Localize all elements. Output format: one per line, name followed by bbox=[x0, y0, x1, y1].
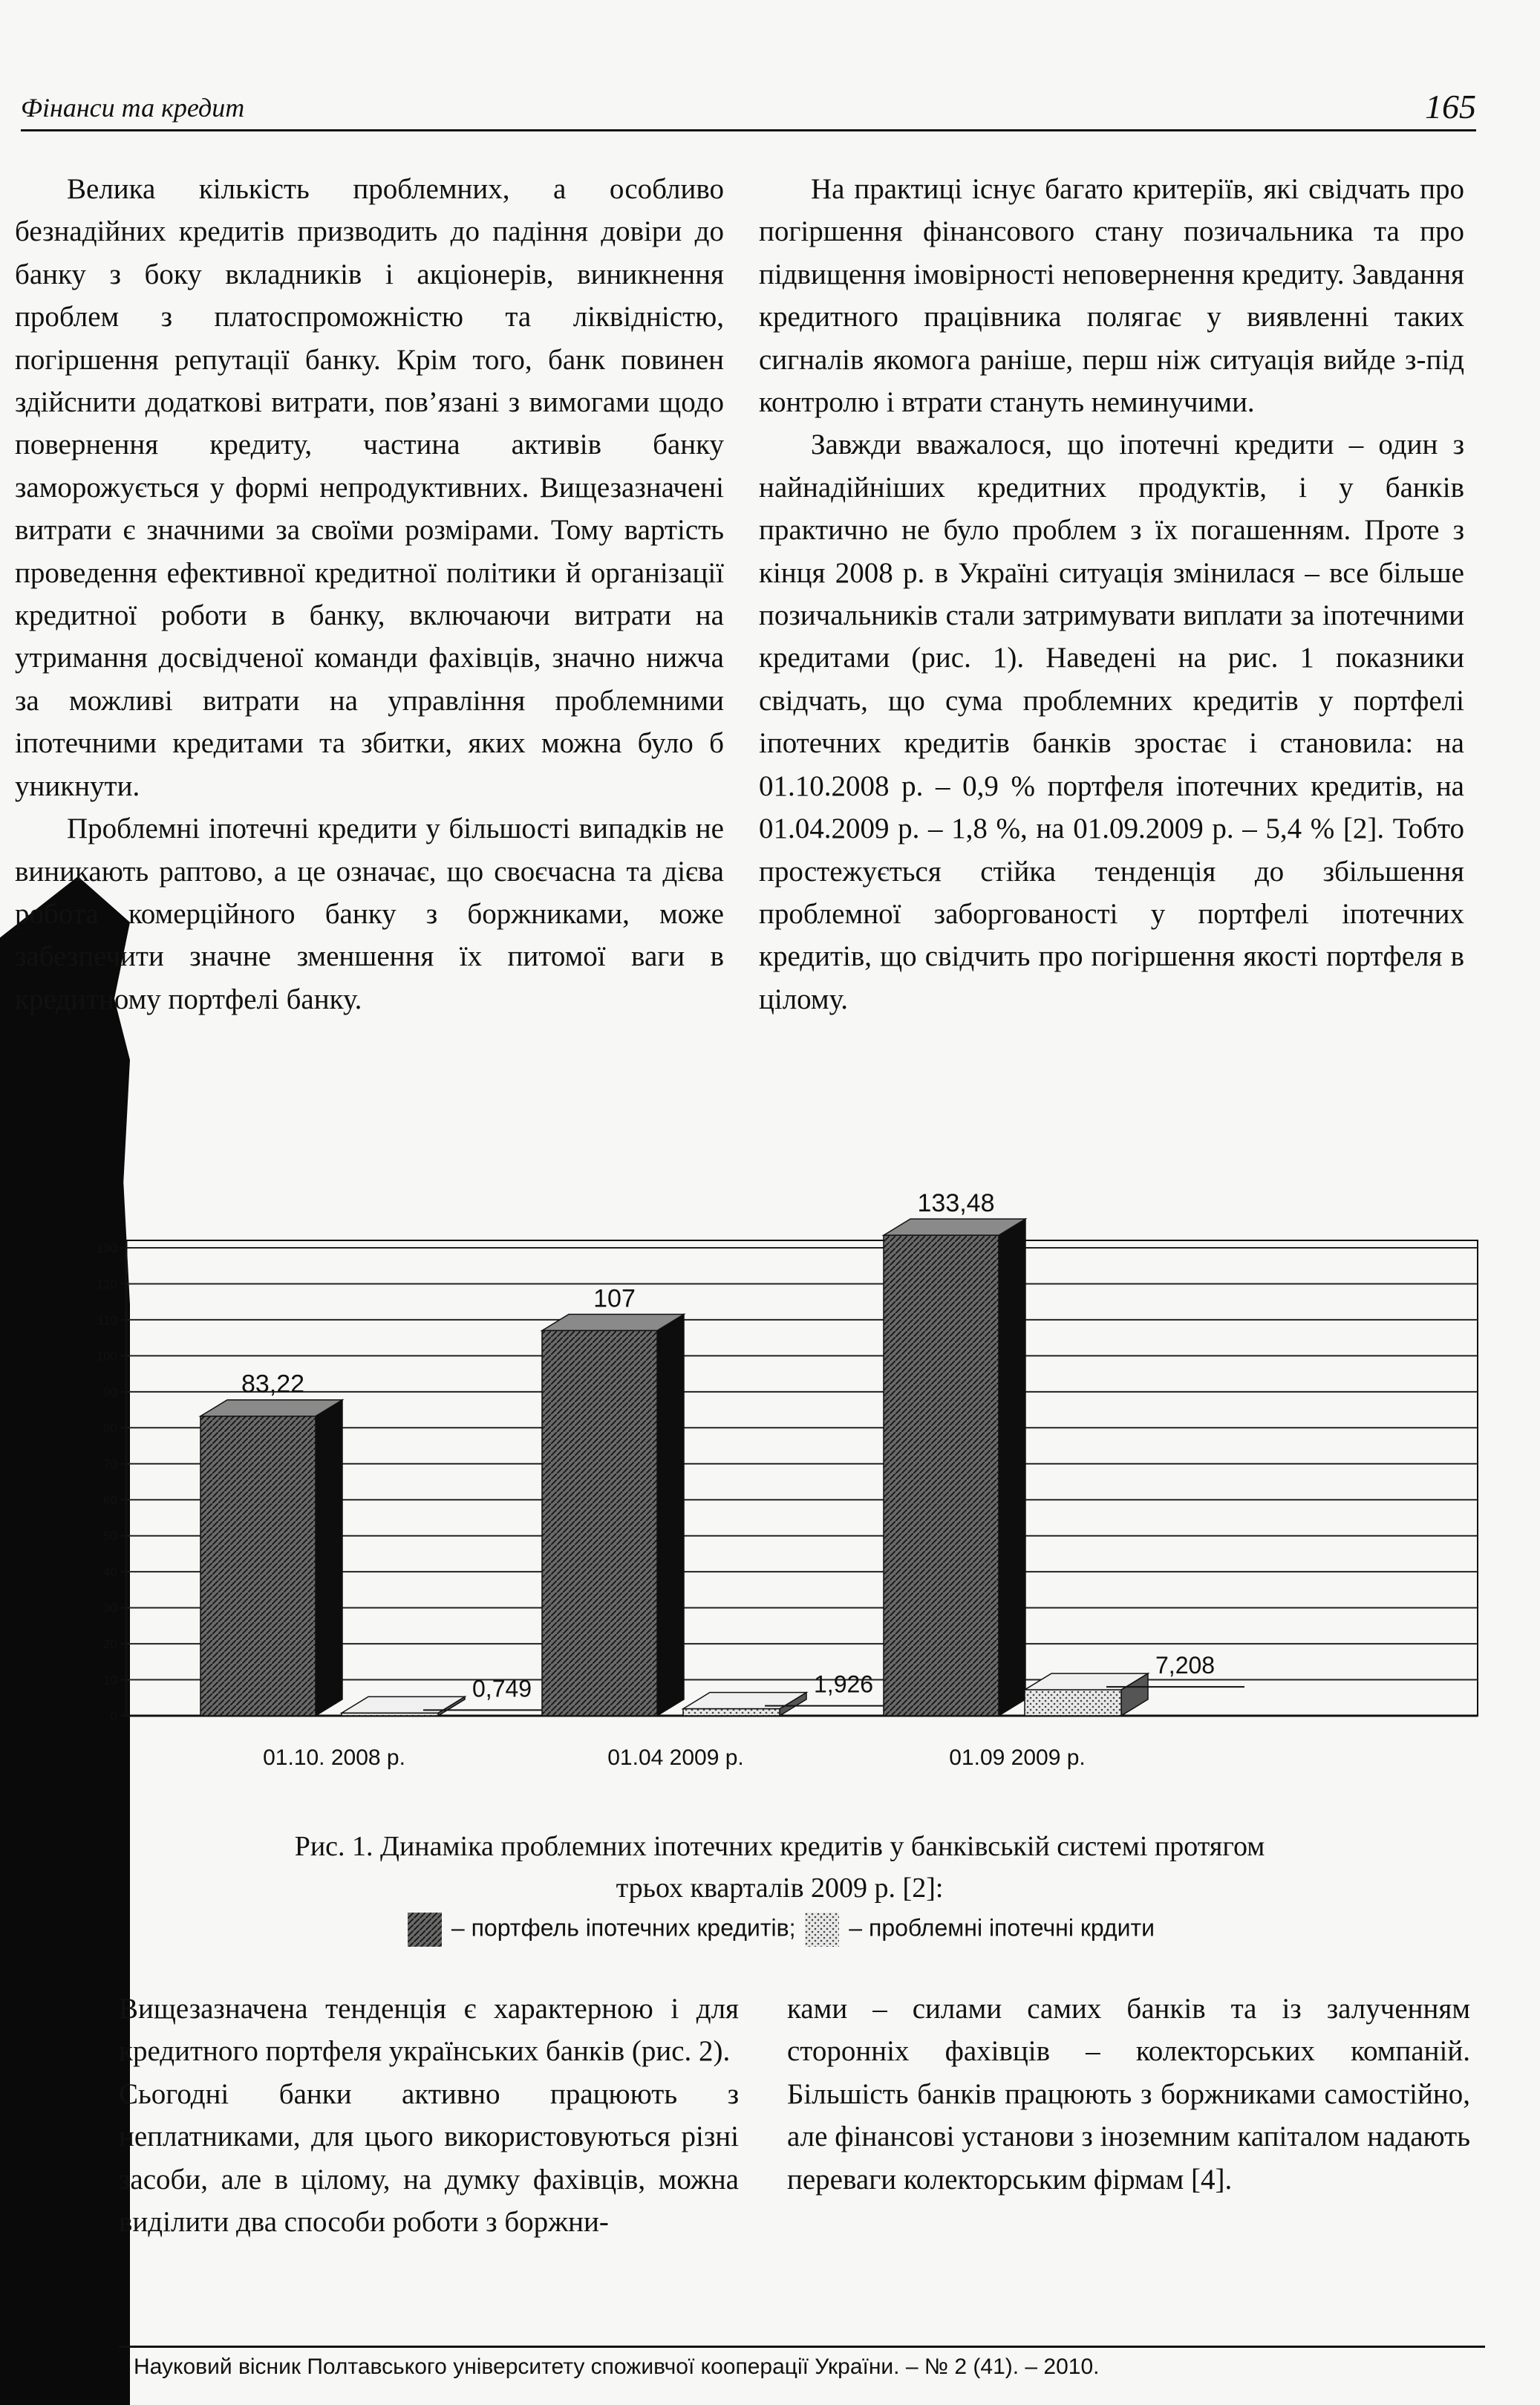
footer-citation: Науковий вісник Полтавського університету споживчої кооперації України. – № 2 (41). – 2010. bbox=[134, 2354, 1100, 2379]
legend-portfolio: – портфель іпотечних кредитів; bbox=[451, 1914, 796, 1942]
paragraph: Проблемні іпотечні кредити у більшості випадків не виникають раптово, а це означає, що своєчасна та дієва робота комерційного банку з боржниками, може забезпечити значне зменшення їх питомої ваги в кредитному портфелі банку. bbox=[15, 813, 724, 1015]
x-tick-label: 01.09 2009 р. bbox=[949, 1745, 1086, 1770]
legend-problem: – проблемні іпотечні крдити bbox=[849, 1914, 1155, 1942]
x-tick-label: 01.10. 2008 р. bbox=[263, 1745, 405, 1770]
data-label: 133,48 bbox=[917, 1189, 995, 1218]
journal-title: Фінанси та кредит bbox=[21, 93, 245, 123]
bar-side-face bbox=[657, 1314, 684, 1716]
left-column-top bbox=[15, 168, 724, 1021]
left-column-bottom bbox=[119, 1988, 739, 2243]
data-label: 0,749 bbox=[472, 1675, 532, 1702]
y-tick-label: 50 bbox=[103, 1529, 117, 1543]
y-tick-label: 70 bbox=[103, 1457, 117, 1471]
y-tick-label: 60 bbox=[103, 1493, 117, 1508]
paragraph: Сьогодні банки активно працюють з неплатниками, для цього використовуються різні засоби, але в цілому, на думку фахівців, можна виділити два способи роботи з боржни- bbox=[119, 2077, 739, 2239]
right-column-top bbox=[759, 168, 1464, 1021]
y-tick-label: 130 bbox=[96, 1241, 117, 1255]
bar-side-face bbox=[316, 1400, 342, 1716]
y-tick-label: 10 bbox=[103, 1673, 117, 1688]
figure-1-chart bbox=[82, 1188, 1492, 1783]
paragraph: На практиці існує багато критеріїв, які свідчать про погіршення фінансового стану позичальника та про підвищення імовірності неповернення кредиту. Завдання кредитного працівника полягає у виявленні таких сигналів якомога раніше, перш ніж ситуація вийде з-під контролю і втрати стануть неминучими. bbox=[759, 173, 1464, 419]
y-tick-label: 110 bbox=[97, 1312, 117, 1327]
dotted-swatch-icon bbox=[805, 1913, 839, 1947]
figure-caption bbox=[149, 1826, 1411, 1909]
y-tick-label: 30 bbox=[103, 1601, 117, 1615]
bar-side-face bbox=[999, 1219, 1025, 1716]
running-head bbox=[21, 83, 1476, 131]
caption-line-1: Рис. 1. Динаміка проблемних іпотечних кредитів у банківській системі протягом bbox=[294, 1831, 1265, 1862]
y-tick-label: 0 bbox=[110, 1709, 117, 1723]
figure-legend bbox=[149, 1913, 1411, 1947]
bar-portfolio bbox=[884, 1235, 999, 1716]
hatched-swatch-icon bbox=[408, 1913, 442, 1947]
data-label: 7,208 bbox=[1155, 1652, 1216, 1679]
paragraph: ками – силами самих банків та із залученням сторонніх фахівців – колекторських компаній. Більшість банків працюють з боржниками самостійно, але фінансові установи з іноземним капіталом надають переваги колекторським фірмам [4]. bbox=[787, 1993, 1470, 2196]
bar-problem bbox=[1025, 1690, 1121, 1716]
data-label: 1,926 bbox=[814, 1670, 874, 1698]
footer-rule bbox=[119, 2346, 1485, 2348]
data-label: 83,22 bbox=[241, 1370, 305, 1399]
paragraph: Завжди вважалося, що іпотечні кредити – один з найнадійніших кредитних продуктів, і у банків практично не було проблем з їх погашенням. Проте з кінця 2008 р. в Україні ситуація змінилася – все більше позичальників стали затримувати виплати за іпотечними кредитами (рис. 1). Наведені на рис. 1 показники свідчать, що сума проблемних кредитів у портфелі іпотечних кредитів банків зростає і становила: на 01.10.2008 р. – 0,9 % портфеля іпотечних кредитів, на 01.04.2009 р. – 1,8 %, на 01.09.2009 р. – 5,4 % [2]. Тобто простежується стійка тенденція до збільшення проблемної заборгованості у портфелі іпотечних кредитів, що свідчить про погіршення якості портфеля в цілому. bbox=[759, 429, 1464, 1015]
bar-portfolio bbox=[200, 1416, 316, 1716]
x-tick-label: 01.04 2009 р. bbox=[607, 1745, 744, 1770]
y-tick-label: 90 bbox=[103, 1384, 117, 1399]
y-tick-label: 80 bbox=[103, 1421, 117, 1436]
y-tick-label: 20 bbox=[103, 1637, 117, 1652]
page-number: 165 bbox=[1425, 88, 1476, 126]
paragraph: Велика кількість проблемних, а особливо безнадійних кредитів призводить до падіння довіри до банку з боку вкладників і акціонерів, виникнення проблем з платоспроможністю та ліквідністю, погіршення репутації банку. Крім того, банк повинен здійснити додаткові витрати, пов’язані з вимогами щодо повернення кредиту, частина активів банку заморожується у формі непродуктивних. Вищезазначені витрати є значними за своїми розмірами. Тому вартість проведення ефективної кредитної політики й організації кредитної роботи в банку, включаючи витрати на утримання досвідченої команди фахівців, значно нижча за можливі витрати на управління проблемними іпотечними кредитами та збитки, яких можна було б уникнути. bbox=[15, 173, 724, 802]
bar-problem bbox=[342, 1713, 438, 1716]
y-tick-label: 100 bbox=[96, 1349, 117, 1364]
right-column-bottom bbox=[787, 1988, 1470, 2201]
data-label: 107 bbox=[593, 1284, 636, 1313]
bar-problem bbox=[683, 1709, 780, 1716]
caption-line-2: трьох кварталів 2009 р. [2]: bbox=[616, 1872, 944, 1904]
paragraph: Вищезазначена тенденція є характерною і для кредитного портфеля українських банків (рис. 2). bbox=[119, 1993, 739, 2068]
y-tick-label: 40 bbox=[103, 1565, 117, 1580]
bar-portfolio bbox=[542, 1330, 657, 1716]
y-tick-label: 120 bbox=[96, 1277, 117, 1292]
